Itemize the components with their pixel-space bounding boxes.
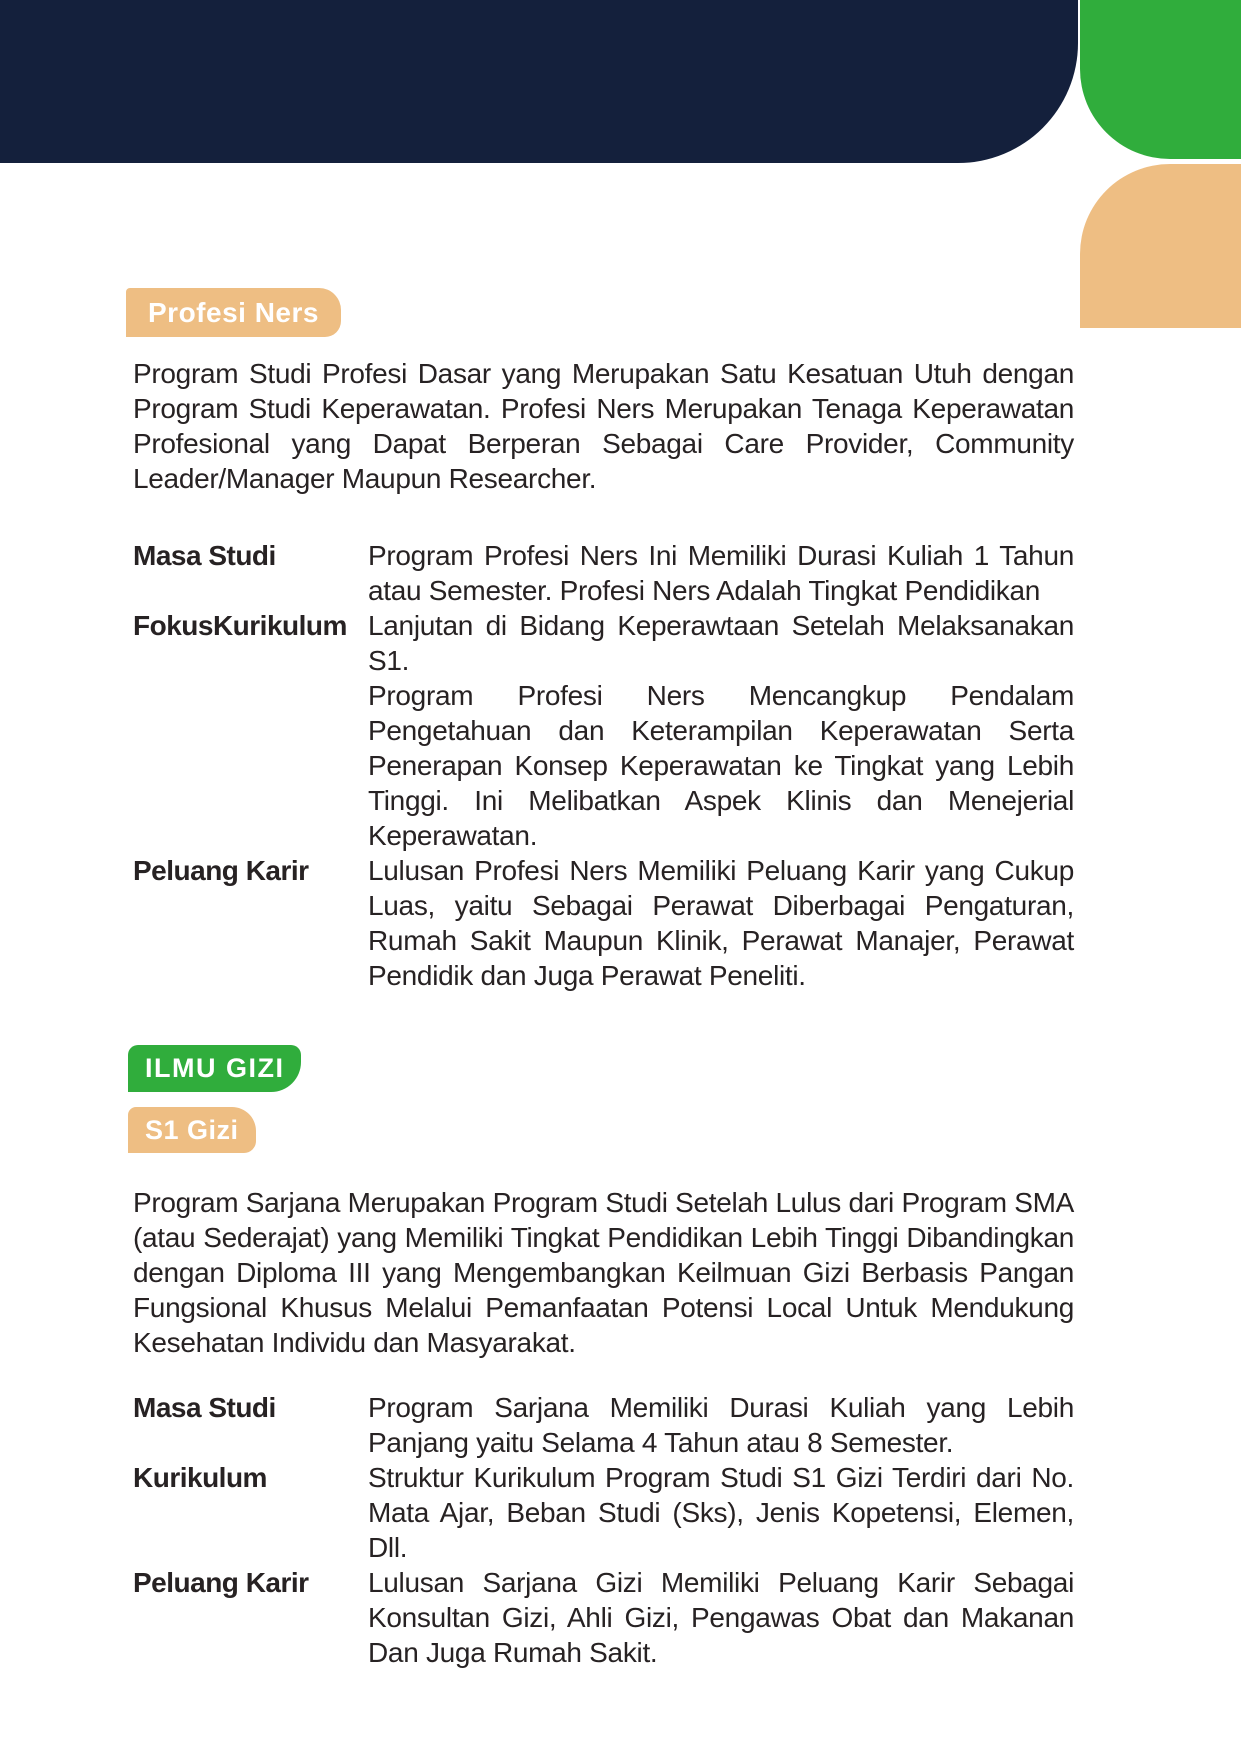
definition-row-fokus-kurikulum	[133, 608, 1074, 853]
definition-value	[368, 608, 1074, 853]
definition-label: Masa Studi	[133, 1392, 276, 1423]
profesi-ners-intro-paragraph: Program Studi Profesi Dasar yang Merupakan Satu Kesatuan Utuh dengan Program Studi Keperawatan. Profesi Ners Merupakan Tenaga Keperawatan Profesional yang Dapat Berperan Sebagai Care Provider, Community Leader/Manager Maupun Researcher.	[133, 358, 1074, 494]
header-green-corner-shape	[1080, 0, 1241, 159]
definition-label: Peluang Karir	[133, 855, 309, 886]
definition-value	[368, 1460, 1074, 1565]
badge-profesi-ners: Profesi Ners	[126, 288, 341, 337]
s1-gizi-definition-list	[133, 1390, 1074, 1670]
profesi-ners-definition-list	[133, 538, 1074, 993]
definition-paragraph: Struktur Kurikulum Program Studi S1 Gizi Terdiri dari No. Mata Ajar, Beban Studi (Sks), Jenis Kopetensi, Elemen, Dll.	[368, 1462, 1074, 1563]
definition-label: Peluang Karir	[133, 1567, 309, 1598]
definition-paragraph: Program Sarjana Memiliki Durasi Kuliah yang Lebih Panjang yaitu Selama 4 Tahun atau 8 Semester.	[368, 1392, 1074, 1458]
definition-label: Masa Studi	[133, 540, 276, 571]
definition-value	[368, 538, 1074, 608]
definition-label: Kurikulum	[133, 1462, 267, 1493]
definition-paragraph: Program Profesi Ners Ini Memiliki Durasi Kuliah 1 Tahun atau Semester. Profesi Ners Adalah Tingkat Pendidikan	[368, 540, 1074, 606]
definition-paragraph: Lulusan Sarjana Gizi Memiliki Peluang Karir Sebagai Konsultan Gizi, Ahli Gizi, Pengawas Obat dan Makanan Dan Juga Rumah Sakit.	[368, 1567, 1074, 1668]
definition-paragraph: Lulusan Profesi Ners Memiliki Peluang Karir yang Cukup Luas, yaitu Sebagai Perawat Diberbagai Pengaturan, Rumah Sakit Maupun Klinik, Perawat Manajer, Perawat Pendidik dan Juga Perawat Peneliti.	[368, 855, 1074, 991]
definition-paragraph: Lanjutan di Bidang Keperawtaan Setelah Melaksanakan S1.	[368, 610, 1074, 676]
definition-row-peluang-karir	[133, 853, 1074, 993]
definition-label: FokusKurikulum	[133, 610, 347, 641]
definition-value	[368, 1390, 1074, 1460]
definition-value	[368, 1565, 1074, 1670]
header-tan-corner-shape	[1080, 164, 1241, 328]
definition-row-peluang-karir	[133, 1565, 1074, 1670]
definition-row-masa-studi	[133, 538, 1074, 608]
header-navy-band	[0, 0, 1078, 163]
badge-ilmu-gizi: ILMU GIZI	[128, 1045, 301, 1092]
badge-s1-gizi: S1 Gizi	[128, 1107, 256, 1153]
definition-paragraph: Program Profesi Ners Mencangkup Pendalam Pengetahuan dan Keterampilan Keperawatan Serta Penerapan Konsep Keperawatan ke Tingkat yang Lebih Tinggi. Ini Melibatkan Aspek Klinis dan Menejerial Keperawatan.	[368, 680, 1074, 851]
definition-value	[368, 853, 1074, 993]
definition-row-masa-studi	[133, 1390, 1074, 1460]
s1-gizi-intro-paragraph: Program Sarjana Merupakan Program Studi Setelah Lulus dari Program SMA (atau Sederajat) yang Memiliki Tingkat Pendidikan Lebih Tinggi Dibandingkan dengan Diploma III yang Mengembangkan Keilmuan Gizi Berbasis Pangan Fungsional Khusus Melalui Pemanfaatan Potensi Local Untuk Mendukung Kesehatan Individu dan Masyarakat.	[133, 1187, 1074, 1358]
definition-row-kurikulum	[133, 1460, 1074, 1565]
